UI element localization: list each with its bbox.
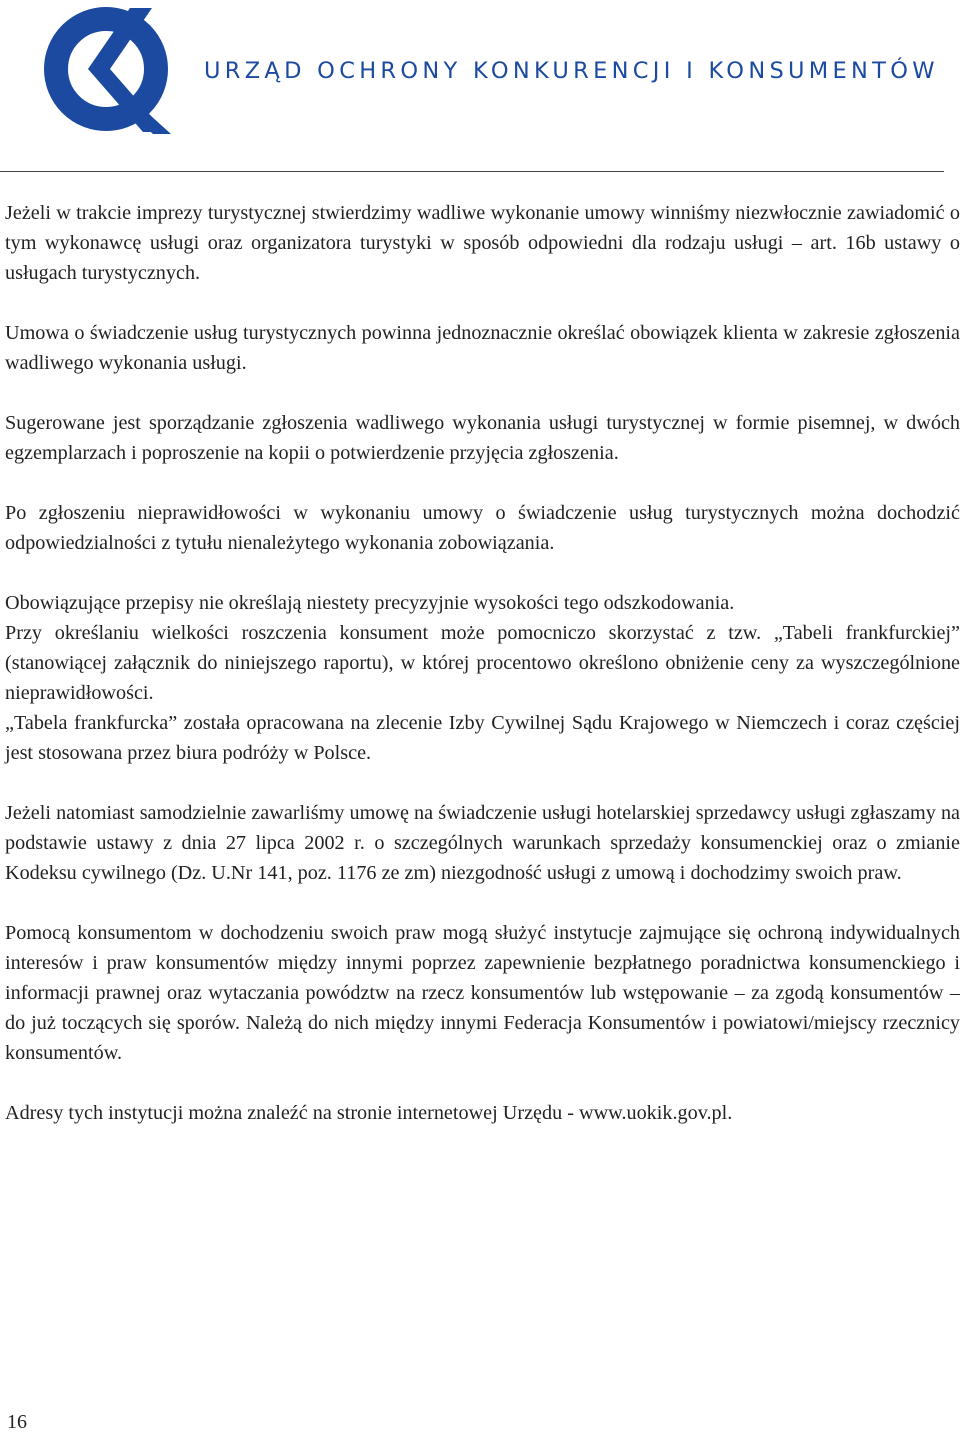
document-body — [5, 198, 960, 1128]
paragraph-frankfurt-table-origin: „Tabela frankfurcka” została opracowana na zlecenie Izby Cywilnej Sądu Krajowego w Niemczech i coraz częściej jest stosowana przez biura podróży w Polsce. — [5, 712, 960, 764]
paragraph-defective-service-notice: Jeżeli w trakcie imprezy turystycznej stwierdzimy wadliwe wykonanie umowy winniśmy niezwłocznie zawiadomić o tym wykonawcę usługi oraz organizatora turystyki w sposób odpowiedni dla rodzaju usługi – art. 16b ustawy o usługach turystycznych. — [5, 202, 960, 284]
paragraph-written-complaint: Sugerowane jest sporządzanie zgłoszenia wadliwego wykonania usługi turystycznej w formie pisemnej, w dwóch egzemplarzach i poproszenie na kopii o potwierdzenie przyjęcia zgłoszenia. — [5, 412, 960, 464]
organization-name: URZĄD OCHRONY KONKURENCJI I KONSUMENTÓW — [204, 58, 939, 84]
uokik-logo-icon — [40, 6, 178, 138]
page-number: 16 — [7, 1411, 27, 1433]
paragraph-frankfurt-table-usage: Przy określaniu wielkości roszczenia konsument może pomocniczo skorzystać z tzw. „Tabeli frankfurckiej” (stanowiącej załącznik do niniejszego raportu), w której procentowo określono obniżenie ceny za wyszczególnione nieprawidłowości. — [5, 622, 960, 704]
page-header — [0, 0, 960, 180]
paragraph-consumer-institutions: Pomocą konsumentom w dochodzeniu swoich praw mogą służyć instytucje zajmujące się ochroną indywidualnych interesów i praw konsumentów między innymi poprzez zapewnienie bezpłatnego poradnictwa konsumenckiego i informacji prawnej oraz wytaczania powództw na rzecz konsumentów lub wstępowanie – za zgodą konsumentów – do już toczących się sporów. Należą do nich między innymi Federacja Konsumentów i powiatowi/miejscy rzecznicy konsumentów. — [5, 922, 960, 1064]
paragraph-hotel-service: Jeżeli natomiast samodzielnie zawarliśmy umowę na świadczenie usługi hotelarskiej sprzedawcy usługi zgłaszamy na podstawie ustawy z dnia 27 lipca 2002 r. o szczególnych warunkach sprzedaży konsumenckiej oraz o zmianie Kodeksu cywilnego (Dz. U.Nr 141, poz. 1176 ze zm) niezgodność usługi z umową i dochodzimy swoich praw. — [5, 802, 960, 884]
paragraph-addresses: Adresy tych instytucji można znaleźć na stronie internetowej Urzędu - www.uokik.gov.pl. — [5, 1102, 733, 1124]
header-divider — [0, 171, 944, 172]
paragraph-liability: Po zgłoszeniu nieprawidłowości w wykonaniu umowy o świadczenie usług turystycznych można dochodzić odpowiedzialności z tytułu nienależytego wykonania zobowiązania. — [5, 502, 960, 554]
paragraph-contract-obligation: Umowa o świadczenie usług turystycznych powinna jednoznacznie określać obowiązek klienta w zakresie zgłoszenia wadliwego wykonania usługi. — [5, 322, 960, 374]
paragraph-compensation-rules: Obowiązujące przepisy nie określają niestety precyzyjnie wysokości tego odszkodowania. — [5, 592, 735, 614]
